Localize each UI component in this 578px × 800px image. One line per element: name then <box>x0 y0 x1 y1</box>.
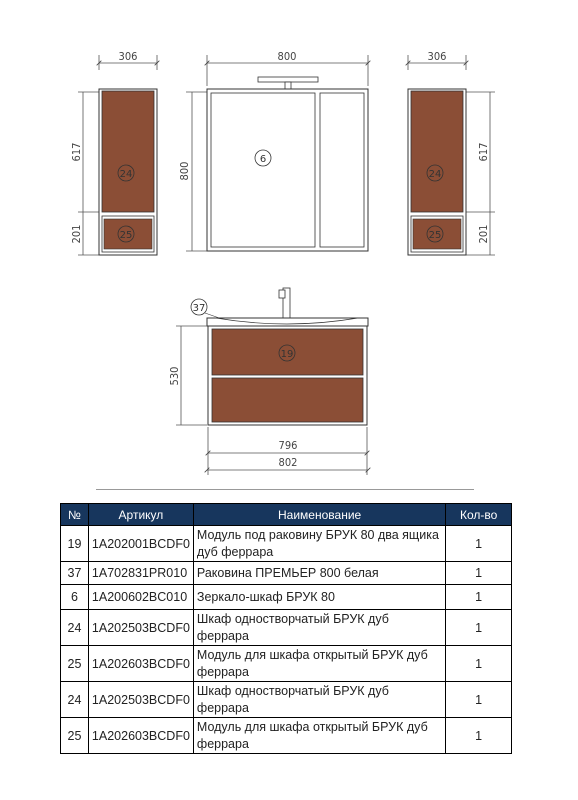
left-cabinet-callout: 24 <box>119 169 133 180</box>
vanity-module-callout: 19 <box>280 349 294 360</box>
table-row <box>61 646 512 682</box>
right-cabinet-drawing <box>408 50 495 255</box>
row-name: Модуль для шкафа открытый БРУК дуб феррара <box>193 646 445 682</box>
row-num: 24 <box>61 610 89 646</box>
right-cabinet-upper-height: 617 <box>477 142 490 162</box>
row-qty: 1 <box>446 526 512 562</box>
row-sku: 1A202603BCDF0 <box>88 646 193 682</box>
header-num: № <box>61 504 89 526</box>
vanity-drawing <box>168 288 368 475</box>
row-sku: 1A202503BCDF0 <box>88 610 193 646</box>
row-num: 19 <box>61 526 89 562</box>
mirror-cabinet-drawing <box>178 50 368 251</box>
mirror-height: 800 <box>178 161 191 181</box>
row-qty: 1 <box>446 585 512 610</box>
left-cabinet-lower-height: 201 <box>70 224 83 244</box>
table-row <box>61 718 512 754</box>
row-sku: 1A202001BCDF0 <box>88 526 193 562</box>
row-sku: 1A202503BCDF0 <box>88 682 193 718</box>
row-num: 25 <box>61 718 89 754</box>
table-row <box>61 610 512 646</box>
row-name: Шкаф одностворчатый БРУК дуб феррара <box>193 610 445 646</box>
row-name: Раковина ПРЕМЬЕР 800 белая <box>193 562 445 585</box>
mirror-width: 800 <box>277 50 297 63</box>
mirror-callout: 6 <box>259 154 267 165</box>
row-num: 37 <box>61 562 89 585</box>
divider <box>96 489 474 490</box>
table-row <box>61 585 512 610</box>
row-qty: 1 <box>446 682 512 718</box>
left-cabinet-width: 306 <box>118 50 138 63</box>
right-cabinet-lower-height: 201 <box>477 224 490 244</box>
row-sku: 1A200602BC010 <box>88 585 193 610</box>
row-num: 25 <box>61 646 89 682</box>
header-name: Наименование <box>193 504 445 526</box>
row-qty: 1 <box>446 610 512 646</box>
vanity-height: 530 <box>168 366 181 386</box>
row-name: Модуль для шкафа открытый БРУК дуб феррара <box>193 718 445 754</box>
row-sku: 1A202603BCDF0 <box>88 718 193 754</box>
sink-callout: 37 <box>192 303 206 314</box>
row-sku: 1A702831PR010 <box>88 562 193 585</box>
left-cabinet-drawing <box>70 50 157 255</box>
table-header-row <box>61 504 512 526</box>
row-name: Зеркало-шкаф БРУК 80 <box>193 585 445 610</box>
row-num: 24 <box>61 682 89 718</box>
vanity-inner-width: 796 <box>278 439 298 452</box>
specification-table <box>60 503 512 754</box>
header-sku: Артикул <box>88 504 193 526</box>
row-qty: 1 <box>446 562 512 585</box>
vanity-outer-width: 802 <box>278 456 298 469</box>
left-cabinet-upper-height: 617 <box>70 142 83 162</box>
table-row <box>61 682 512 718</box>
table-row <box>61 526 512 562</box>
header-qty: Кол-во <box>446 504 512 526</box>
table-row <box>61 562 512 585</box>
right-cabinet-width: 306 <box>427 50 447 63</box>
row-name: Модуль под раковину БРУК 80 два ящика дуб феррара <box>193 526 445 562</box>
row-qty: 1 <box>446 646 512 682</box>
row-qty: 1 <box>446 718 512 754</box>
right-cabinet-callout: 24 <box>428 169 442 180</box>
row-name: Шкаф одностворчатый БРУК дуб феррара <box>193 682 445 718</box>
row-num: 6 <box>61 585 89 610</box>
left-module-callout: 25 <box>119 230 133 241</box>
right-module-callout: 25 <box>428 230 442 241</box>
